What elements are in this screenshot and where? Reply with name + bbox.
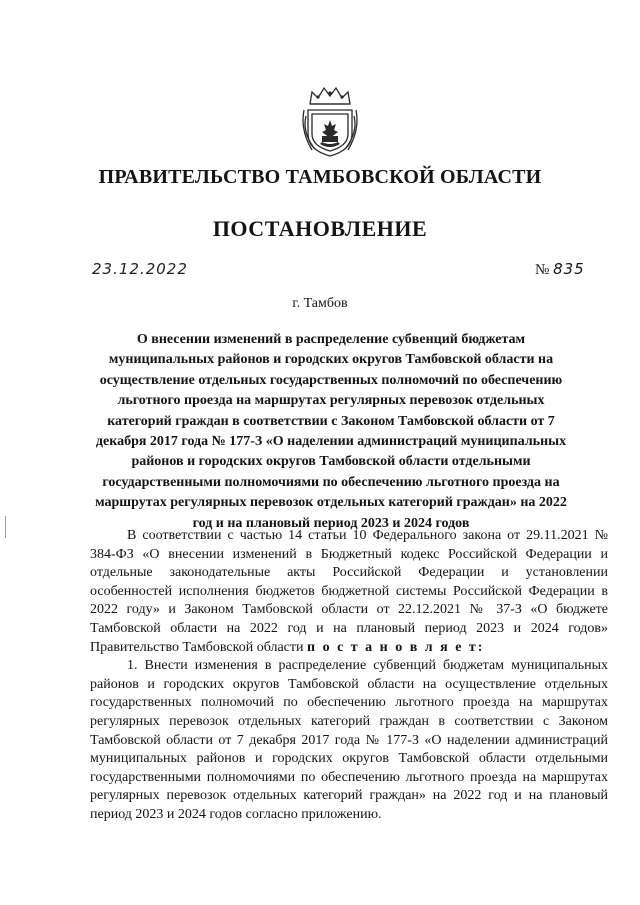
number-prefix: №	[535, 262, 550, 278]
resolution-subject: О внесении изменений в распределение субвенций бюджетам муниципальных районов и городских округов Тамбовской области на осуществление отдельных государственных полномочий по обеспечению льготного проезда на маршрутах регулярных перевозок отдельных категорий граждан в соответствии с Законом Тамбовской области от 7 декабря 2017 года № 177-З «О наделении администраций муниципальных районов и городских округов Тамбовской области отдельными государственными полномочиями по обеспечению льготного проезда на маршрутах регулярных перевозок отдельных категорий граждан» на 2022 год и на плановый период 2023 и 2024 годов	[95, 332, 567, 531]
handwritten-number: 835	[553, 260, 585, 278]
resolves-word: п о с т а н о в л я е т:	[307, 639, 485, 655]
document-type-heading: ПОСТАНОВЛЕНИЕ	[212, 216, 428, 241]
resolution-body	[90, 527, 608, 825]
item-1-paragraph: 1. Внести изменения в распределение субвенций бюджетам муниципальных районов и городских округов Тамбовской области на осуществление отдельных государственных полномочий по обеспечению льготного проезда на маршрутах регулярных перевозок отдельных категорий граждан в соответствии с Законом Тамбовской области от 7 декабря 2017 года № 177-З «О наделении администраций муниципальных районов и городских округов Тамбовской области отдельными государственными полномочиями по обеспечению льготного проезда на маршрутах регулярных перевозок отдельных категорий граждан» на 2022 год и на плановый период 2023 и 2024 годов согласно приложению.	[90, 658, 608, 822]
scan-edge-mark	[5, 516, 6, 538]
city-line: г. Тамбов	[292, 296, 348, 311]
preamble-text: В соответствии с частью 14 статьи 10 Федерального закона от 29.11.2021 № 384-ФЗ «О внесении изменений в Бюджетный кодекс Российской Федерации и отдельные законодательные акты Российской Федерации и установлении особенностей исполнения бюджетов бюджетной системы Российской Федерации в 2022 году» и Законом Тамбовской области от 22.12.2021 № 37-З «О бюджете Тамбовской области на 2022 год и на плановый период 2023 и 2024 годов» Правительство Тамбовской области	[90, 528, 608, 655]
coat-of-arms-emblem	[298, 80, 362, 160]
handwritten-date: 23.12.2022	[92, 260, 188, 278]
government-title: ПРАВИТЕЛЬСТВО ТАМБОВСКОЙ ОБЛАСТИ	[98, 166, 542, 188]
preamble-paragraph	[90, 527, 608, 657]
document-number	[535, 260, 585, 279]
